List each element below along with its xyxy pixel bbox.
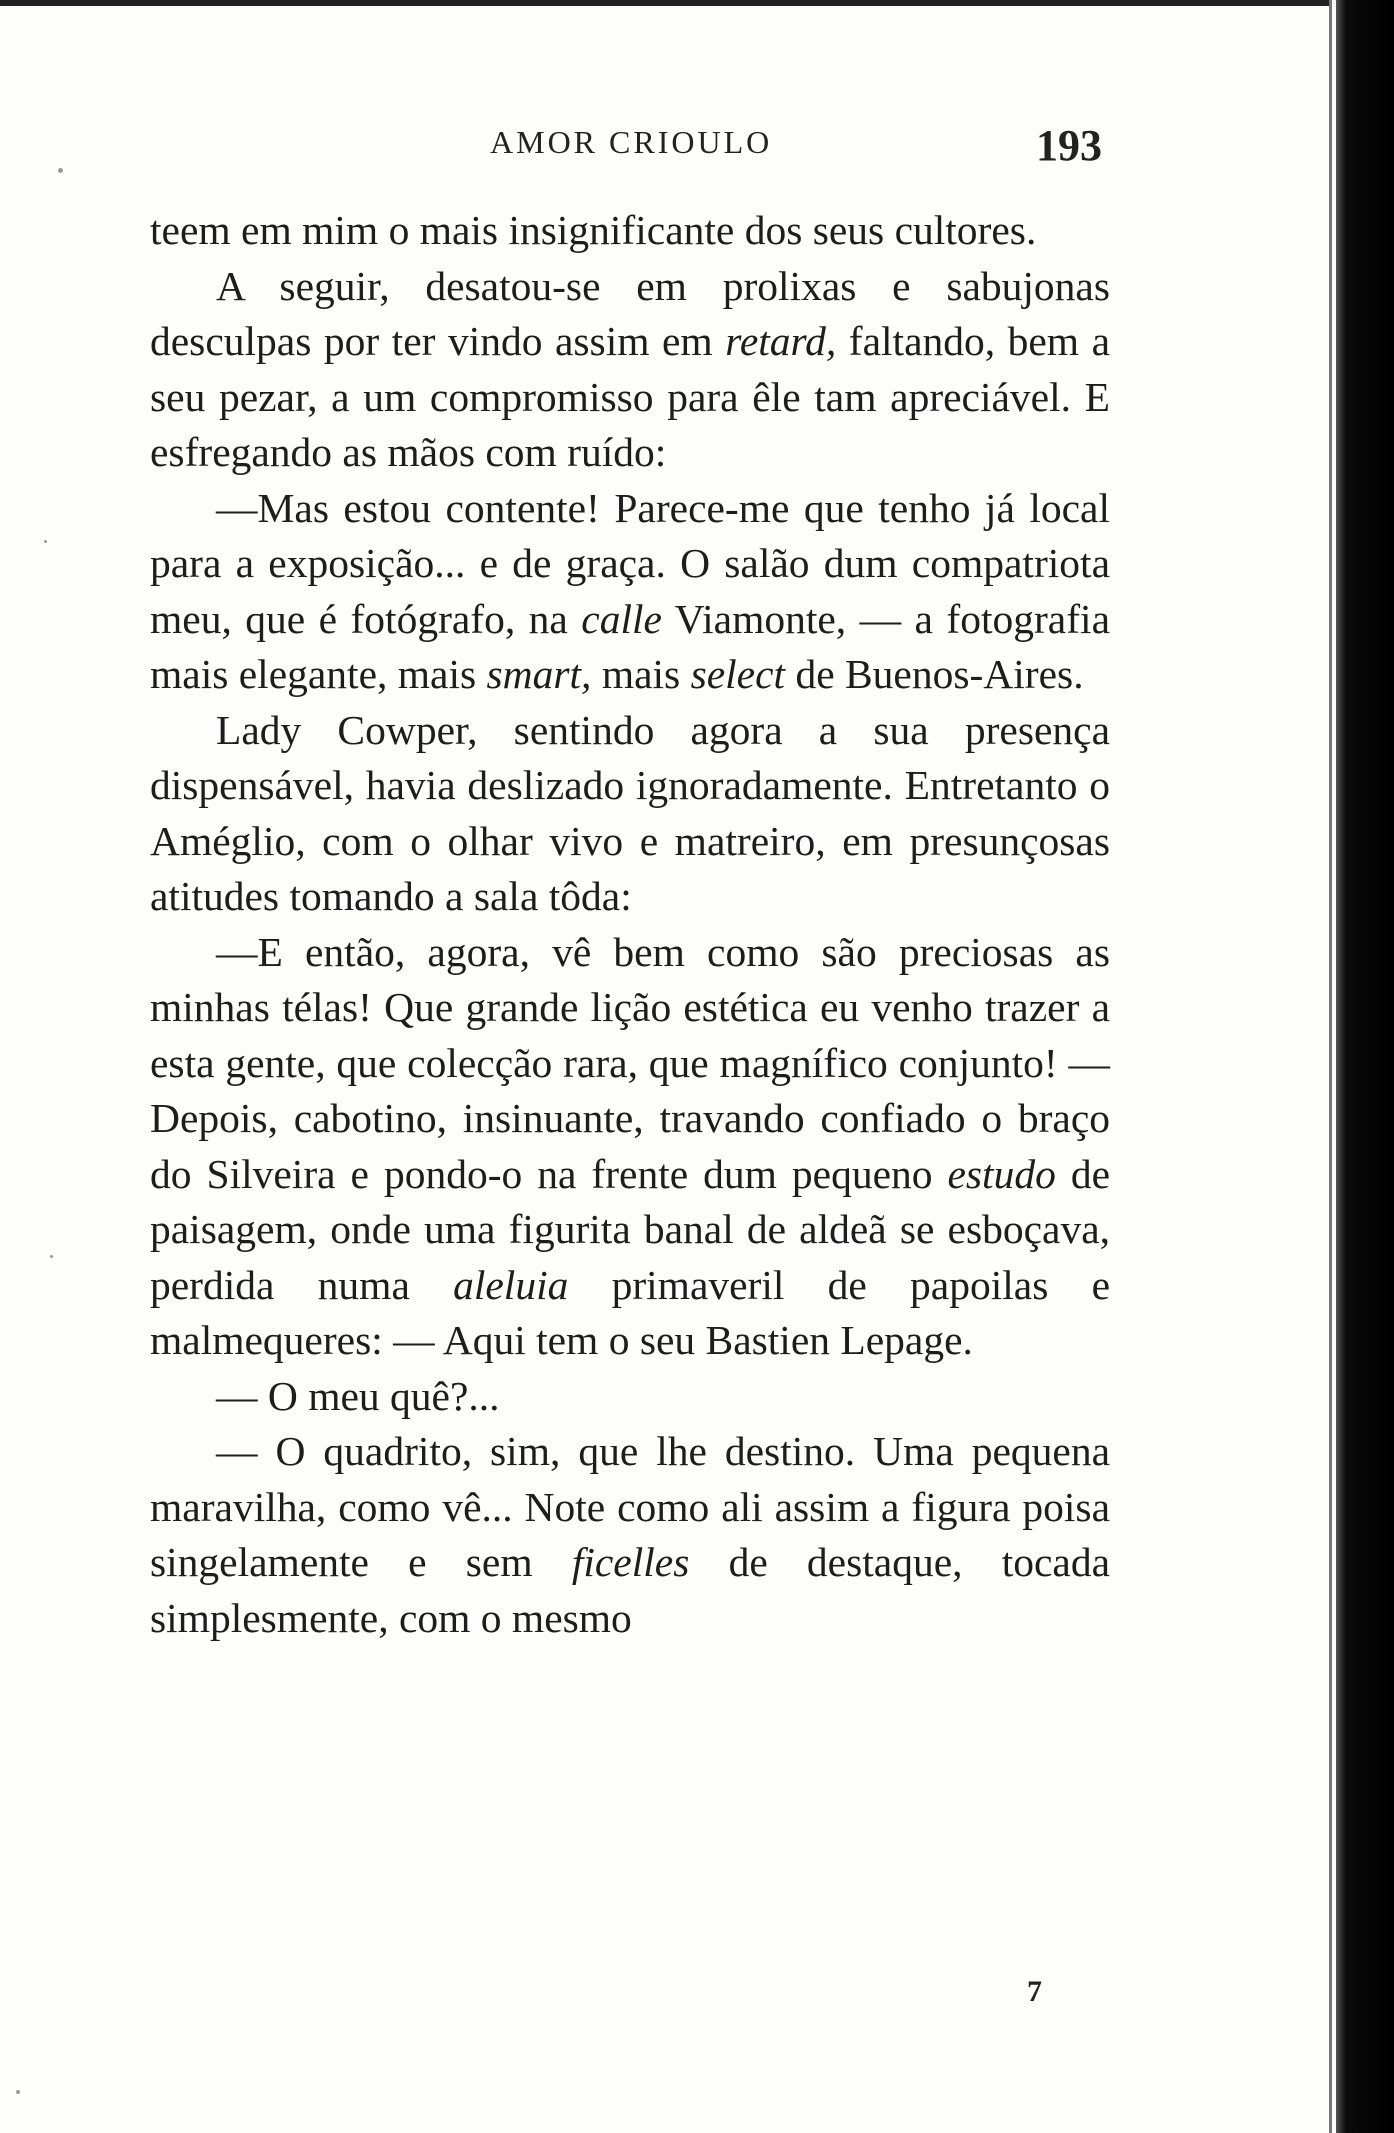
signature-mark: 7 <box>1027 1975 1042 2008</box>
paragraph-p6 <box>150 1424 1110 1646</box>
text-run: — O quadrito, sim, que lhe destino. Uma pequena maravilha, como vê... Note como ali assim a figura poisa singelamente e sem <box>150 1428 1110 1585</box>
text-run: de destaque, tocada simplesmente, com o mesmo <box>150 1539 1110 1641</box>
text-run: — O meu quê?... <box>216 1372 500 1419</box>
italic-term: estudo <box>947 1150 1056 1197</box>
scan-speck <box>16 2090 20 2094</box>
italic-term: select <box>690 651 786 697</box>
text-run: teem em mim o mais insignificante dos seus cultores. <box>150 207 1037 253</box>
text-run: —Mas estou contente! Parece-me que tenho já local para a exposição... e de graça. O salão dum compatriota meu, que é fotógrafo, na <box>150 484 1110 642</box>
text-run: de Buenos-Aires. <box>785 651 1084 697</box>
paragraph-p0 <box>150 203 1110 259</box>
page-number: 193 <box>1036 121 1102 170</box>
text-run: —E então, agora, vê bem como são preciosas as minhas télas! Que grande lição estética eu venho trazer a esta gente, que colecção rara, que magnífico conjunto! — Depois, cabotino, insinuante, travando confiado o braço do Silveira e pondo-o na frente dum pequeno <box>150 928 1110 1197</box>
right-scan-edge <box>1336 0 1394 2133</box>
paragraph-p1 <box>150 259 1110 481</box>
scan-speck <box>50 1255 53 1258</box>
running-title: AMOR CRIOULO <box>490 124 773 160</box>
italic-term: calle <box>581 595 662 642</box>
text-run: primaveril de papoilas e malmequeres: — Aqui tem o seu Bastien Lepage. <box>150 1261 1110 1363</box>
text-run: de paisagem, onde uma figurita banal de aldeã se esboçava, perdida numa <box>150 1150 1110 1308</box>
paragraph-p5 <box>150 1369 1110 1425</box>
text-run: A seguir, desatou-se em prolixas e sabujonas desculpas por ter vindo assim em <box>150 262 1110 364</box>
text-run: faltando, bem a seu pezar, a um compromisso para êle tam apreciável. E esfregando as mãos com ruído: <box>150 318 1110 475</box>
text-run: Viamonte, — a fotografia mais elegante, mais <box>150 595 1111 697</box>
page-gutter-line <box>1329 0 1332 2133</box>
italic-term: aleluia <box>453 1261 569 1308</box>
scan-speck <box>44 540 47 543</box>
paragraph-p2 <box>150 481 1110 703</box>
paragraph-p4 <box>150 925 1110 1369</box>
running-head <box>0 120 1394 170</box>
italic-term: retard, <box>725 318 837 364</box>
italic-term: smart, <box>486 651 592 697</box>
paragraph-p3 <box>150 703 1110 925</box>
text-run: Lady Cowper, sentindo agora a sua presença dispensável, havia deslizado ignoradamente. Entretanto o Améglio, com o olhar vivo e matreiro, em presunçosas atitudes tomando a sala tôda: <box>150 706 1110 919</box>
text-run: mais <box>591 651 691 697</box>
top-scan-border <box>0 0 1330 6</box>
body-text <box>150 203 1110 1646</box>
scan-speck <box>58 168 63 173</box>
italic-term: ficelles <box>571 1539 690 1585</box>
